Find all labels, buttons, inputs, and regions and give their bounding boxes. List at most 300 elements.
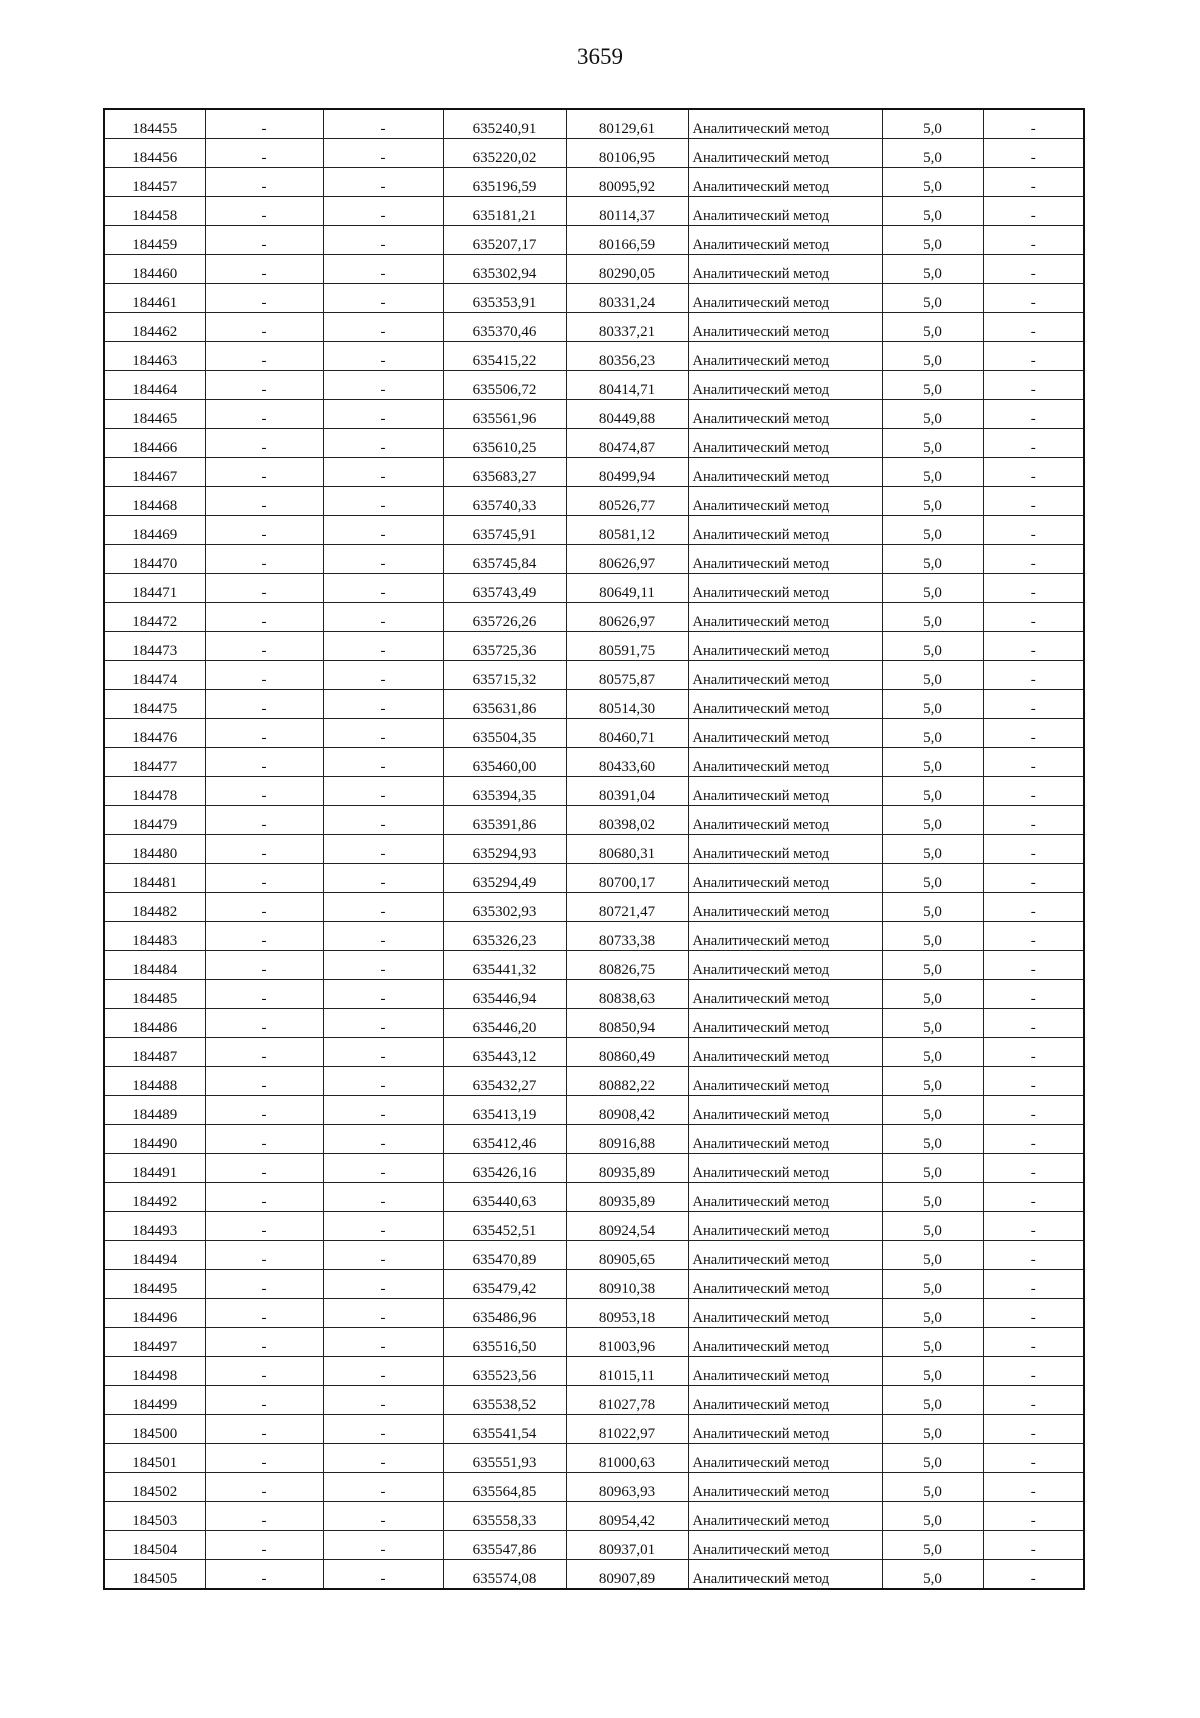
accuracy-cell: 5,0 [882, 1473, 983, 1502]
empty-cell-c: - [983, 1560, 1084, 1590]
empty-cell-b: - [323, 197, 443, 226]
empty-cell-b: - [323, 1067, 443, 1096]
method-cell: Аналитический метод [688, 1125, 882, 1154]
y-coordinate-cell: 80591,75 [566, 632, 688, 661]
empty-cell-a: - [205, 1444, 323, 1473]
table-row [104, 690, 1084, 719]
table-row [104, 748, 1084, 777]
method-cell: Аналитический метод [688, 748, 882, 777]
empty-cell-c: - [983, 1444, 1084, 1473]
point-number-cell: 184500 [104, 1415, 205, 1444]
empty-cell-a: - [205, 226, 323, 255]
empty-cell-c: - [983, 1241, 1084, 1270]
y-coordinate-cell: 80910,38 [566, 1270, 688, 1299]
accuracy-cell: 5,0 [882, 893, 983, 922]
x-coordinate-cell: 635443,12 [443, 1038, 566, 1067]
table-row [104, 1502, 1084, 1531]
empty-cell-a: - [205, 1067, 323, 1096]
empty-cell-b: - [323, 1473, 443, 1502]
empty-cell-b: - [323, 255, 443, 284]
y-coordinate-cell: 80331,24 [566, 284, 688, 313]
empty-cell-c: - [983, 226, 1084, 255]
table-row [104, 864, 1084, 893]
point-number-cell: 184504 [104, 1531, 205, 1560]
method-cell: Аналитический метод [688, 690, 882, 719]
empty-cell-b: - [323, 371, 443, 400]
x-coordinate-cell: 635470,89 [443, 1241, 566, 1270]
method-cell: Аналитический метод [688, 458, 882, 487]
point-number-cell: 184495 [104, 1270, 205, 1299]
point-number-cell: 184505 [104, 1560, 205, 1590]
method-cell: Аналитический метод [688, 109, 882, 139]
accuracy-cell: 5,0 [882, 777, 983, 806]
point-number-cell: 184471 [104, 574, 205, 603]
empty-cell-b: - [323, 864, 443, 893]
table-row [104, 574, 1084, 603]
y-coordinate-cell: 80963,93 [566, 1473, 688, 1502]
y-coordinate-cell: 80106,95 [566, 139, 688, 168]
point-number-cell: 184455 [104, 109, 205, 139]
method-cell: Аналитический метод [688, 1473, 882, 1502]
x-coordinate-cell: 635506,72 [443, 371, 566, 400]
table-row [104, 1299, 1084, 1328]
empty-cell-b: - [323, 1270, 443, 1299]
method-cell: Аналитический метод [688, 719, 882, 748]
accuracy-cell: 5,0 [882, 632, 983, 661]
table-row [104, 1531, 1084, 1560]
accuracy-cell: 5,0 [882, 980, 983, 1009]
empty-cell-a: - [205, 1183, 323, 1212]
empty-cell-b: - [323, 719, 443, 748]
y-coordinate-cell: 80514,30 [566, 690, 688, 719]
x-coordinate-cell: 635564,85 [443, 1473, 566, 1502]
empty-cell-a: - [205, 806, 323, 835]
x-coordinate-cell: 635610,25 [443, 429, 566, 458]
table-row [104, 1038, 1084, 1067]
x-coordinate-cell: 635181,21 [443, 197, 566, 226]
point-number-cell: 184477 [104, 748, 205, 777]
x-coordinate-cell: 635516,50 [443, 1328, 566, 1357]
empty-cell-a: - [205, 951, 323, 980]
empty-cell-c: - [983, 777, 1084, 806]
y-coordinate-cell: 80916,88 [566, 1125, 688, 1154]
table-row [104, 255, 1084, 284]
table-row [104, 109, 1084, 139]
point-number-cell: 184475 [104, 690, 205, 719]
empty-cell-c: - [983, 835, 1084, 864]
empty-cell-a: - [205, 1154, 323, 1183]
empty-cell-b: - [323, 284, 443, 313]
empty-cell-b: - [323, 1328, 443, 1357]
empty-cell-c: - [983, 1038, 1084, 1067]
empty-cell-c: - [983, 516, 1084, 545]
point-number-cell: 184491 [104, 1154, 205, 1183]
empty-cell-a: - [205, 139, 323, 168]
empty-cell-b: - [323, 1444, 443, 1473]
method-cell: Аналитический метод [688, 1154, 882, 1183]
empty-cell-c: - [983, 1096, 1084, 1125]
point-number-cell: 184473 [104, 632, 205, 661]
y-coordinate-cell: 80680,31 [566, 835, 688, 864]
empty-cell-a: - [205, 284, 323, 313]
y-coordinate-cell: 80649,11 [566, 574, 688, 603]
accuracy-cell: 5,0 [882, 226, 983, 255]
empty-cell-a: - [205, 313, 323, 342]
table-row [104, 980, 1084, 1009]
empty-cell-b: - [323, 1125, 443, 1154]
empty-cell-a: - [205, 893, 323, 922]
method-cell: Аналитический метод [688, 342, 882, 371]
empty-cell-c: - [983, 1415, 1084, 1444]
point-number-cell: 184467 [104, 458, 205, 487]
empty-cell-b: - [323, 951, 443, 980]
empty-cell-c: - [983, 1357, 1084, 1386]
accuracy-cell: 5,0 [882, 1531, 983, 1560]
empty-cell-a: - [205, 777, 323, 806]
x-coordinate-cell: 635294,49 [443, 864, 566, 893]
accuracy-cell: 5,0 [882, 1154, 983, 1183]
y-coordinate-cell: 80953,18 [566, 1299, 688, 1328]
table-row [104, 777, 1084, 806]
y-coordinate-cell: 80626,97 [566, 603, 688, 632]
table-row [104, 487, 1084, 516]
x-coordinate-cell: 635745,91 [443, 516, 566, 545]
table-row [104, 603, 1084, 632]
empty-cell-b: - [323, 1096, 443, 1125]
point-number-cell: 184457 [104, 168, 205, 197]
accuracy-cell: 5,0 [882, 951, 983, 980]
point-number-cell: 184464 [104, 371, 205, 400]
table-row [104, 1241, 1084, 1270]
x-coordinate-cell: 635523,56 [443, 1357, 566, 1386]
method-cell: Аналитический метод [688, 1560, 882, 1590]
empty-cell-a: - [205, 574, 323, 603]
empty-cell-b: - [323, 1241, 443, 1270]
method-cell: Аналитический метод [688, 1067, 882, 1096]
empty-cell-b: - [323, 1357, 443, 1386]
empty-cell-b: - [323, 1212, 443, 1241]
x-coordinate-cell: 635394,35 [443, 777, 566, 806]
empty-cell-b: - [323, 632, 443, 661]
x-coordinate-cell: 635460,00 [443, 748, 566, 777]
table-row [104, 139, 1084, 168]
empty-cell-a: - [205, 1299, 323, 1328]
accuracy-cell: 5,0 [882, 1299, 983, 1328]
point-number-cell: 184466 [104, 429, 205, 458]
x-coordinate-cell: 635561,96 [443, 400, 566, 429]
x-coordinate-cell: 635547,86 [443, 1531, 566, 1560]
accuracy-cell: 5,0 [882, 458, 983, 487]
point-number-cell: 184469 [104, 516, 205, 545]
y-coordinate-cell: 81027,78 [566, 1386, 688, 1415]
method-cell: Аналитический метод [688, 1386, 882, 1415]
empty-cell-a: - [205, 1531, 323, 1560]
empty-cell-a: - [205, 371, 323, 400]
x-coordinate-cell: 635240,91 [443, 109, 566, 139]
point-number-cell: 184498 [104, 1357, 205, 1386]
method-cell: Аналитический метод [688, 661, 882, 690]
empty-cell-a: - [205, 516, 323, 545]
y-coordinate-cell: 80700,17 [566, 864, 688, 893]
empty-cell-c: - [983, 806, 1084, 835]
empty-cell-c: - [983, 719, 1084, 748]
accuracy-cell: 5,0 [882, 1038, 983, 1067]
point-number-cell: 184460 [104, 255, 205, 284]
x-coordinate-cell: 635541,54 [443, 1415, 566, 1444]
accuracy-cell: 5,0 [882, 922, 983, 951]
table-row [104, 835, 1084, 864]
point-number-cell: 184496 [104, 1299, 205, 1328]
point-number-cell: 184487 [104, 1038, 205, 1067]
empty-cell-b: - [323, 1415, 443, 1444]
empty-cell-c: - [983, 255, 1084, 284]
empty-cell-c: - [983, 1154, 1084, 1183]
accuracy-cell: 5,0 [882, 1009, 983, 1038]
accuracy-cell: 5,0 [882, 661, 983, 690]
x-coordinate-cell: 635683,27 [443, 458, 566, 487]
empty-cell-c: - [983, 864, 1084, 893]
method-cell: Аналитический метод [688, 1328, 882, 1357]
empty-cell-a: - [205, 1328, 323, 1357]
point-number-cell: 184499 [104, 1386, 205, 1415]
empty-cell-a: - [205, 255, 323, 284]
x-coordinate-cell: 635370,46 [443, 313, 566, 342]
table-row [104, 806, 1084, 835]
empty-cell-a: - [205, 1241, 323, 1270]
accuracy-cell: 5,0 [882, 255, 983, 284]
method-cell: Аналитический метод [688, 1212, 882, 1241]
empty-cell-c: - [983, 922, 1084, 951]
point-number-cell: 184484 [104, 951, 205, 980]
y-coordinate-cell: 80129,61 [566, 109, 688, 139]
empty-cell-c: - [983, 458, 1084, 487]
x-coordinate-cell: 635504,35 [443, 719, 566, 748]
empty-cell-a: - [205, 748, 323, 777]
y-coordinate-cell: 80114,37 [566, 197, 688, 226]
table-row [104, 545, 1084, 574]
x-coordinate-cell: 635452,51 [443, 1212, 566, 1241]
point-number-cell: 184486 [104, 1009, 205, 1038]
point-number-cell: 184497 [104, 1328, 205, 1357]
accuracy-cell: 5,0 [882, 1212, 983, 1241]
point-number-cell: 184488 [104, 1067, 205, 1096]
empty-cell-b: - [323, 313, 443, 342]
empty-cell-b: - [323, 400, 443, 429]
empty-cell-a: - [205, 1009, 323, 1038]
empty-cell-c: - [983, 893, 1084, 922]
empty-cell-c: - [983, 109, 1084, 139]
point-number-cell: 184493 [104, 1212, 205, 1241]
point-number-cell: 184479 [104, 806, 205, 835]
table-body [104, 109, 1084, 1589]
table-row [104, 371, 1084, 400]
accuracy-cell: 5,0 [882, 1560, 983, 1590]
point-number-cell: 184480 [104, 835, 205, 864]
empty-cell-c: - [983, 951, 1084, 980]
y-coordinate-cell: 80935,89 [566, 1154, 688, 1183]
y-coordinate-cell: 80626,97 [566, 545, 688, 574]
method-cell: Аналитический метод [688, 1009, 882, 1038]
y-coordinate-cell: 80356,23 [566, 342, 688, 371]
y-coordinate-cell: 80526,77 [566, 487, 688, 516]
point-number-cell: 184483 [104, 922, 205, 951]
x-coordinate-cell: 635631,86 [443, 690, 566, 719]
empty-cell-b: - [323, 139, 443, 168]
method-cell: Аналитический метод [688, 197, 882, 226]
empty-cell-a: - [205, 719, 323, 748]
table-row [104, 951, 1084, 980]
table-row [104, 1096, 1084, 1125]
x-coordinate-cell: 635551,93 [443, 1444, 566, 1473]
method-cell: Аналитический метод [688, 603, 882, 632]
y-coordinate-cell: 80826,75 [566, 951, 688, 980]
method-cell: Аналитический метод [688, 429, 882, 458]
empty-cell-b: - [323, 458, 443, 487]
accuracy-cell: 5,0 [882, 197, 983, 226]
y-coordinate-cell: 81015,11 [566, 1357, 688, 1386]
empty-cell-a: - [205, 197, 323, 226]
empty-cell-c: - [983, 139, 1084, 168]
method-cell: Аналитический метод [688, 835, 882, 864]
empty-cell-c: - [983, 603, 1084, 632]
empty-cell-a: - [205, 1560, 323, 1590]
empty-cell-a: - [205, 487, 323, 516]
accuracy-cell: 5,0 [882, 1183, 983, 1212]
y-coordinate-cell: 80398,02 [566, 806, 688, 835]
empty-cell-b: - [323, 1038, 443, 1067]
accuracy-cell: 5,0 [882, 1502, 983, 1531]
table-row [104, 342, 1084, 371]
y-coordinate-cell: 80449,88 [566, 400, 688, 429]
accuracy-cell: 5,0 [882, 806, 983, 835]
y-coordinate-cell: 80095,92 [566, 168, 688, 197]
empty-cell-b: - [323, 574, 443, 603]
x-coordinate-cell: 635441,32 [443, 951, 566, 980]
empty-cell-a: - [205, 690, 323, 719]
empty-cell-b: - [323, 1183, 443, 1212]
accuracy-cell: 5,0 [882, 109, 983, 139]
point-number-cell: 184494 [104, 1241, 205, 1270]
table-row [104, 893, 1084, 922]
table-row [104, 516, 1084, 545]
empty-cell-c: - [983, 1067, 1084, 1096]
table-row [104, 1473, 1084, 1502]
y-coordinate-cell: 80581,12 [566, 516, 688, 545]
empty-cell-c: - [983, 661, 1084, 690]
method-cell: Аналитический метод [688, 1444, 882, 1473]
empty-cell-c: - [983, 748, 1084, 777]
empty-cell-a: - [205, 661, 323, 690]
table-row [104, 1415, 1084, 1444]
empty-cell-b: - [323, 603, 443, 632]
x-coordinate-cell: 635446,20 [443, 1009, 566, 1038]
x-coordinate-cell: 635415,22 [443, 342, 566, 371]
accuracy-cell: 5,0 [882, 748, 983, 777]
table-row [104, 1328, 1084, 1357]
table-row [104, 1067, 1084, 1096]
accuracy-cell: 5,0 [882, 603, 983, 632]
x-coordinate-cell: 635326,23 [443, 922, 566, 951]
point-number-cell: 184474 [104, 661, 205, 690]
method-cell: Аналитический метод [688, 516, 882, 545]
empty-cell-c: - [983, 690, 1084, 719]
accuracy-cell: 5,0 [882, 1357, 983, 1386]
empty-cell-c: - [983, 400, 1084, 429]
table-row [104, 197, 1084, 226]
empty-cell-c: - [983, 284, 1084, 313]
x-coordinate-cell: 635440,63 [443, 1183, 566, 1212]
accuracy-cell: 5,0 [882, 400, 983, 429]
empty-cell-a: - [205, 1125, 323, 1154]
method-cell: Аналитический метод [688, 1531, 882, 1560]
y-coordinate-cell: 80391,04 [566, 777, 688, 806]
y-coordinate-cell: 80850,94 [566, 1009, 688, 1038]
table-row [104, 1357, 1084, 1386]
empty-cell-a: - [205, 109, 323, 139]
y-coordinate-cell: 81003,96 [566, 1328, 688, 1357]
method-cell: Аналитический метод [688, 168, 882, 197]
empty-cell-b: - [323, 980, 443, 1009]
x-coordinate-cell: 635740,33 [443, 487, 566, 516]
point-number-cell: 184468 [104, 487, 205, 516]
table-row [104, 429, 1084, 458]
point-number-cell: 184472 [104, 603, 205, 632]
empty-cell-c: - [983, 168, 1084, 197]
x-coordinate-cell: 635207,17 [443, 226, 566, 255]
empty-cell-a: - [205, 1502, 323, 1531]
y-coordinate-cell: 81022,97 [566, 1415, 688, 1444]
empty-cell-b: - [323, 109, 443, 139]
empty-cell-a: - [205, 1096, 323, 1125]
accuracy-cell: 5,0 [882, 168, 983, 197]
x-coordinate-cell: 635538,52 [443, 1386, 566, 1415]
empty-cell-a: - [205, 980, 323, 1009]
coordinates-table [103, 108, 1085, 1590]
empty-cell-b: - [323, 835, 443, 864]
empty-cell-c: - [983, 574, 1084, 603]
y-coordinate-cell: 80935,89 [566, 1183, 688, 1212]
y-coordinate-cell: 80290,05 [566, 255, 688, 284]
accuracy-cell: 5,0 [882, 429, 983, 458]
point-number-cell: 184490 [104, 1125, 205, 1154]
accuracy-cell: 5,0 [882, 313, 983, 342]
point-number-cell: 184502 [104, 1473, 205, 1502]
empty-cell-c: - [983, 1212, 1084, 1241]
y-coordinate-cell: 80882,22 [566, 1067, 688, 1096]
method-cell: Аналитический метод [688, 1038, 882, 1067]
accuracy-cell: 5,0 [882, 545, 983, 574]
empty-cell-c: - [983, 487, 1084, 516]
empty-cell-c: - [983, 1270, 1084, 1299]
accuracy-cell: 5,0 [882, 516, 983, 545]
x-coordinate-cell: 635196,59 [443, 168, 566, 197]
point-number-cell: 184476 [104, 719, 205, 748]
point-number-cell: 184459 [104, 226, 205, 255]
empty-cell-a: - [205, 1357, 323, 1386]
table-row [104, 922, 1084, 951]
method-cell: Аналитический метод [688, 487, 882, 516]
y-coordinate-cell: 80474,87 [566, 429, 688, 458]
table-row [104, 1212, 1084, 1241]
method-cell: Аналитический метод [688, 226, 882, 255]
x-coordinate-cell: 635479,42 [443, 1270, 566, 1299]
empty-cell-c: - [983, 632, 1084, 661]
table-row [104, 313, 1084, 342]
empty-cell-a: - [205, 922, 323, 951]
method-cell: Аналитический метод [688, 1096, 882, 1125]
empty-cell-a: - [205, 835, 323, 864]
table-row [104, 719, 1084, 748]
